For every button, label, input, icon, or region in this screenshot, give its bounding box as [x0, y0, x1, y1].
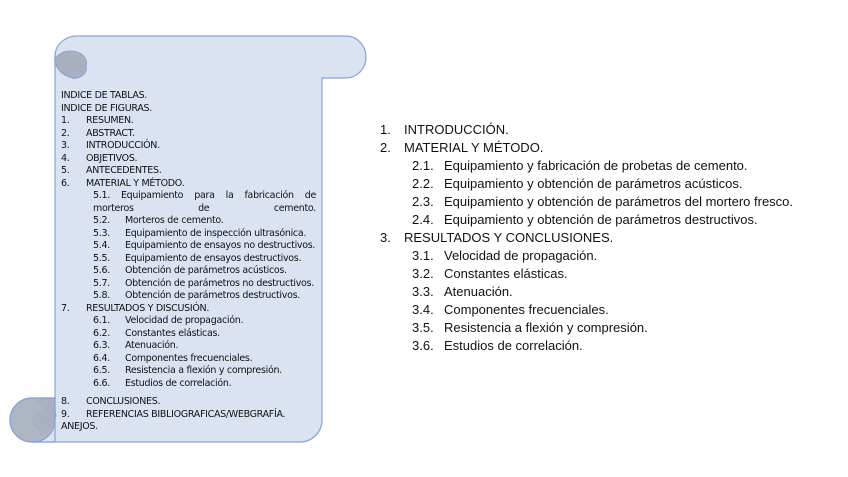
toc-front-tables: INDICE DE TABLAS.	[61, 90, 148, 101]
toc-front-figures: INDICE DE FIGURAS.	[61, 102, 152, 114]
toc-subitem-wrapped: 5.1. Equipamiento para la fabricación de morteros de cemento.	[93, 190, 316, 214]
toc-annex: ANEJOS.	[61, 421, 98, 432]
scroll-bottom-curl-inner	[10, 398, 55, 442]
